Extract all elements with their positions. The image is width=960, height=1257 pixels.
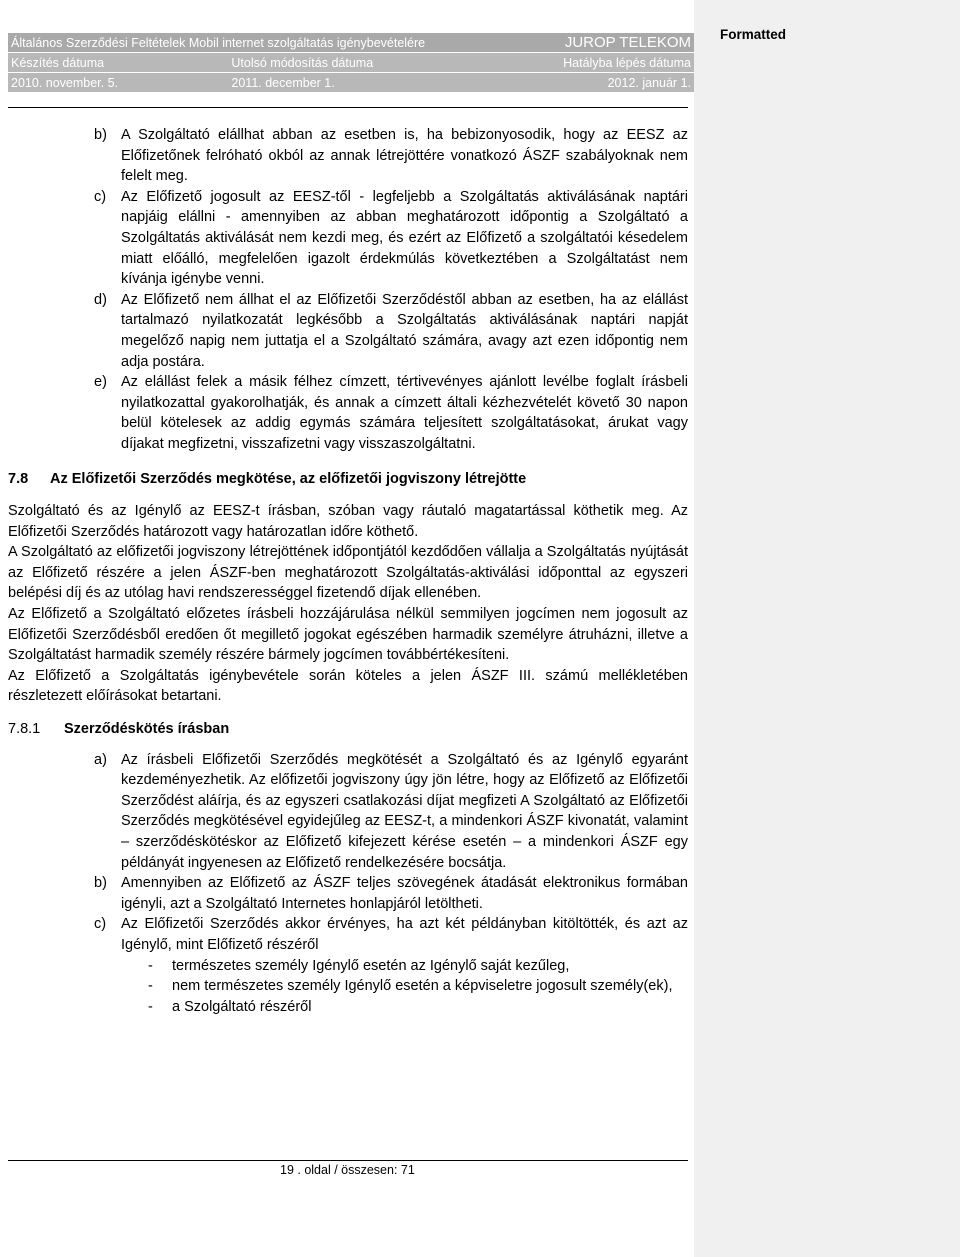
modified-date: 2011. december 1. (228, 73, 516, 93)
header-divider (8, 107, 688, 108)
modified-label: Utolsó módosítás dátuma (228, 53, 516, 73)
section-paragraph: Az Előfizető a Szolgáltató előzetes írásbeli hozzájárulása nélkül semmilyen jogcímen nem jogosult az Előfizetői Szerződésből eredően őt megillető jogokat egészében harmadik személyre átruházni, illetve a Szolgáltatást harmadik személy részére bármely jogcímen továbbértékesíteni. (8, 606, 688, 664)
page-number: 19 . oldal / összesen: 71 (280, 1163, 415, 1177)
header-company: JUROP TELEKOM (528, 33, 694, 53)
list-item: d) Az Előfizető nem állhat el az Előfizetői Szerződéstől abban az esetben, ha az elállást tartalmazó nyilatkozatát legkésőbb a Szolgáltatás aktiválásának naptári napját megelőző napig nem juttatja el a Szolgáltató számára, avagy azt ezen időpontig nem adja postára. (94, 291, 688, 370)
dash-list (148, 956, 688, 1018)
list-item: b) Amennyiben az Előfizető az ÁSZF teljes szövegének átadását elektronikus formában igényli, azt a Szolgáltató Internetes honlapjáról letöltheti. (94, 875, 688, 912)
list-items-2 (94, 750, 688, 956)
dash-item: - nem természetes személy Igénylő esetén a képviseletre jogosult személy(ek), (148, 978, 673, 995)
dash-item: - természetes személy Igénylő esetén az Igénylő saját kezűleg, (148, 957, 570, 974)
list-item: a) Az írásbeli Előfizetői Szerződés megkötését a Szolgáltató és az Igénylő egyaránt kezdeményezhetik. Az előfizetői jogviszony úgy jön létre, hogy az Előfizető az Előfizetői Szerződést aláírja, és az egyszeri csatlakozási díjat megfizeti A Szolgáltató az Előfizetői Szerződés megkötésével egyidejűleg az EESZ-t, a mindenkori ÁSZF kivonatát, valamint – szerződéskötéskor az Előfizető kifejezett kérése esetén – a mindenkori ÁSZF egy példányát ingyenesen az Előfizető rendelkezésére bocsátja. (94, 751, 688, 871)
section-paragraph: Az Előfizető a Szolgáltatás igénybevétele során köteles a jelen ÁSZF III. számú mellékletében részletezett előírásokat betartani. (8, 667, 688, 705)
list-item: c) Az Előfizető jogosult az EESZ-től - legfeljebb a Szolgáltatás aktiválásának naptári napjáig elállni - amennyiben az abban meghatározott időpontig a Szolgáltató a Szolgáltatás aktiválását nem kezdi meg, és ezért az Előfizető a szolgáltatói késedelem miatt előálló, megfelelően igazolt érdekmúlás következtében a Szolgáltatást nem kívánja igénybe venni. (94, 188, 688, 288)
section-heading: 7.8 Az Előfizetői Szerződés megkötése, az előfizetői jogviszony létrejötte (8, 470, 527, 487)
section-paragraph: A Szolgáltató az előfizetői jogviszony létrejöttének időpontjától kezdődően vállalja a Szolgáltatás nyújtását az Előfizető részére a jelen ÁSZF-ben meghatározott Szolgáltatás-aktiválási időponttal az egyszeri belépési díj és az utólag havi rendszerességgel fizetendő díjak ellenében. (8, 544, 688, 602)
created-label: Készítés dátuma (8, 53, 228, 73)
list-item: e) Az elállást felek a másik félhez címzett, tértivevényes ajánlott levélbe foglalt írásbeli nyilatkozattal gyakorolhatják, és annak a címzett általi kézhezvételét követő 30 napon belül kötelesek az addig egymás számára teljesített szolgáltatásokat, árukat vagy díjakat megfizetni, visszafizetni vagy visszaszolgáltatni. (94, 374, 688, 452)
dash-item: - a Szolgáltató részéről (148, 998, 312, 1015)
list-item: c) Az Előfizetői Szerződés akkor érvényes, ha azt két példányban kitöltötték, és azt az Igénylő, mint Előfizető részéről (94, 916, 688, 953)
document-body (8, 125, 688, 1017)
list-item: b) A Szolgáltató elállhat abban az esetben is, ha bebizonyosodik, hogy az EESZ az Előfizetőnek felróható okból az annak létrejöttére vonatkozó ÁSZF szabályoknak nem felelt meg. (94, 127, 688, 185)
margin-pane-title: Formatted (720, 27, 787, 42)
section-paragraph: Szolgáltató és az Igénylő az EESZ-t írásban, szóban vagy ráutaló magatartással köthetik meg. Az Előfizetői Szerződés határozott vagy határozatlan időre köthető. (8, 503, 688, 540)
effective-date: 2012. január 1. (528, 73, 694, 93)
comment-margin-pane (694, 0, 960, 1257)
created-date: 2010. november. 5. (8, 73, 228, 93)
header-title: Általános Szerződési Feltételek Mobil internet szolgáltatás igénybevételére (8, 33, 528, 53)
effective-label: Hatályba lépés dátuma (528, 53, 694, 73)
subsection-heading: 7.8.1 Szerződéskötés írásban (8, 721, 230, 738)
document-header (8, 33, 694, 92)
list-items-1 (94, 125, 688, 455)
footer-divider (8, 1160, 688, 1161)
